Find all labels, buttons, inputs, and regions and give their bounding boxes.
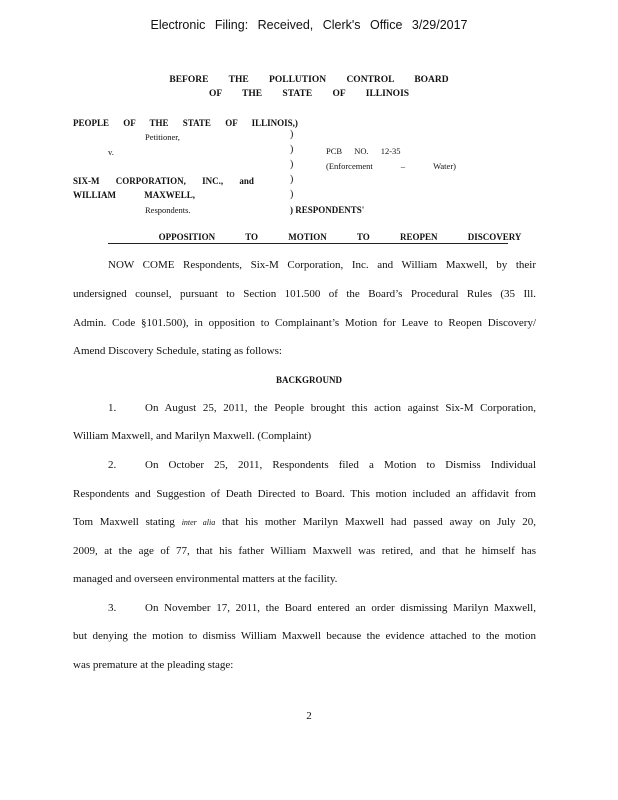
- tribunal-title-line1: BEFORE THE POLLUTION CONTROL BOARD: [169, 75, 449, 85]
- filing-stamp: Electronic Filing: Received, Clerk's Office 3/29/2017: [150, 18, 468, 32]
- caption-paren: ): [290, 159, 294, 170]
- case-number: PCB NO. 12-35: [326, 146, 401, 156]
- caption-paren: ): [290, 189, 294, 200]
- caption-respondents-label: ) RESPONDENTS': [290, 205, 365, 215]
- para3-line-3: was premature at the pleading stage:: [73, 659, 234, 671]
- caption-defendant-corp: SIX-M CORPORATION, INC., and: [73, 176, 254, 186]
- intro-line-3: Admin. Code §101.500), in opposition to Complainant’s Motion for Leave to Reopen Discovery/: [73, 317, 536, 329]
- intro-line-2: undersigned counsel, pursuant to Section 101.500 of the Board’s Procedural Rules (35 Ill.: [73, 288, 536, 300]
- para2-line-3: Tom Maxwell stating inter alia that his mother Marilyn Maxwell had passed away on July 20,: [73, 516, 536, 528]
- intro-line-4: Amend Discovery Schedule, stating as follows:: [73, 345, 282, 357]
- caption-respondents: Respondents.: [145, 205, 191, 215]
- para2-line-2: Respondents and Suggestion of Death Directed to Board. This motion included an affidavit from: [73, 488, 536, 500]
- caption-paren: ): [290, 144, 294, 155]
- section-heading: BACKGROUND: [275, 375, 342, 385]
- latin-phrase: inter alia: [181, 518, 216, 527]
- para-number: 2.: [108, 459, 117, 471]
- para1-line-2: William Maxwell, and Marilyn Maxwell. (Complaint): [73, 430, 312, 442]
- page-number: 2: [306, 710, 312, 722]
- caption-defendant-individual: WILLIAM MAXWELL,: [73, 190, 196, 200]
- caption-paren: ): [290, 174, 294, 185]
- caption-petitioner: Petitioner,: [145, 132, 180, 142]
- tribunal-title-line2: OF THE STATE OF ILLINOIS: [208, 89, 410, 99]
- document-title: OPPOSITION TO MOTION TO REOPEN DISCOVERY: [158, 232, 522, 242]
- para3-line-2: but denying the motion to dismiss William Maxwell because the evidence attached to the motion: [73, 630, 536, 642]
- para2-line-5: managed and overseen environmental matters at the facility.: [73, 573, 338, 585]
- para-number: 1.: [108, 402, 117, 414]
- caption-versus: v.: [108, 147, 114, 157]
- intro-line-1: NOW COME Respondents, Six-M Corporation, Inc. and William Maxwell, by their: [108, 259, 536, 271]
- para1-line-1: On August 25, 2011, the People brought this action against Six-M Corporation,: [145, 402, 536, 414]
- case-type: (Enforcement – Water): [326, 161, 456, 171]
- title-underline: [108, 243, 508, 244]
- para-number: 3.: [108, 602, 117, 614]
- para2-line-1: On October 25, 2011, Respondents filed a Motion to Dismiss Individual: [145, 459, 536, 471]
- para2-line-4: 2009, at the age of 77, that his father William Maxwell was retired, and that he himself has: [73, 545, 536, 557]
- caption-plaintiff: PEOPLE OF THE STATE OF ILLINOIS,): [73, 118, 298, 128]
- caption-paren: ): [290, 129, 294, 140]
- para3-line-1: On November 17, 2011, the Board entered an order dismissing Marilyn Maxwell,: [145, 602, 536, 614]
